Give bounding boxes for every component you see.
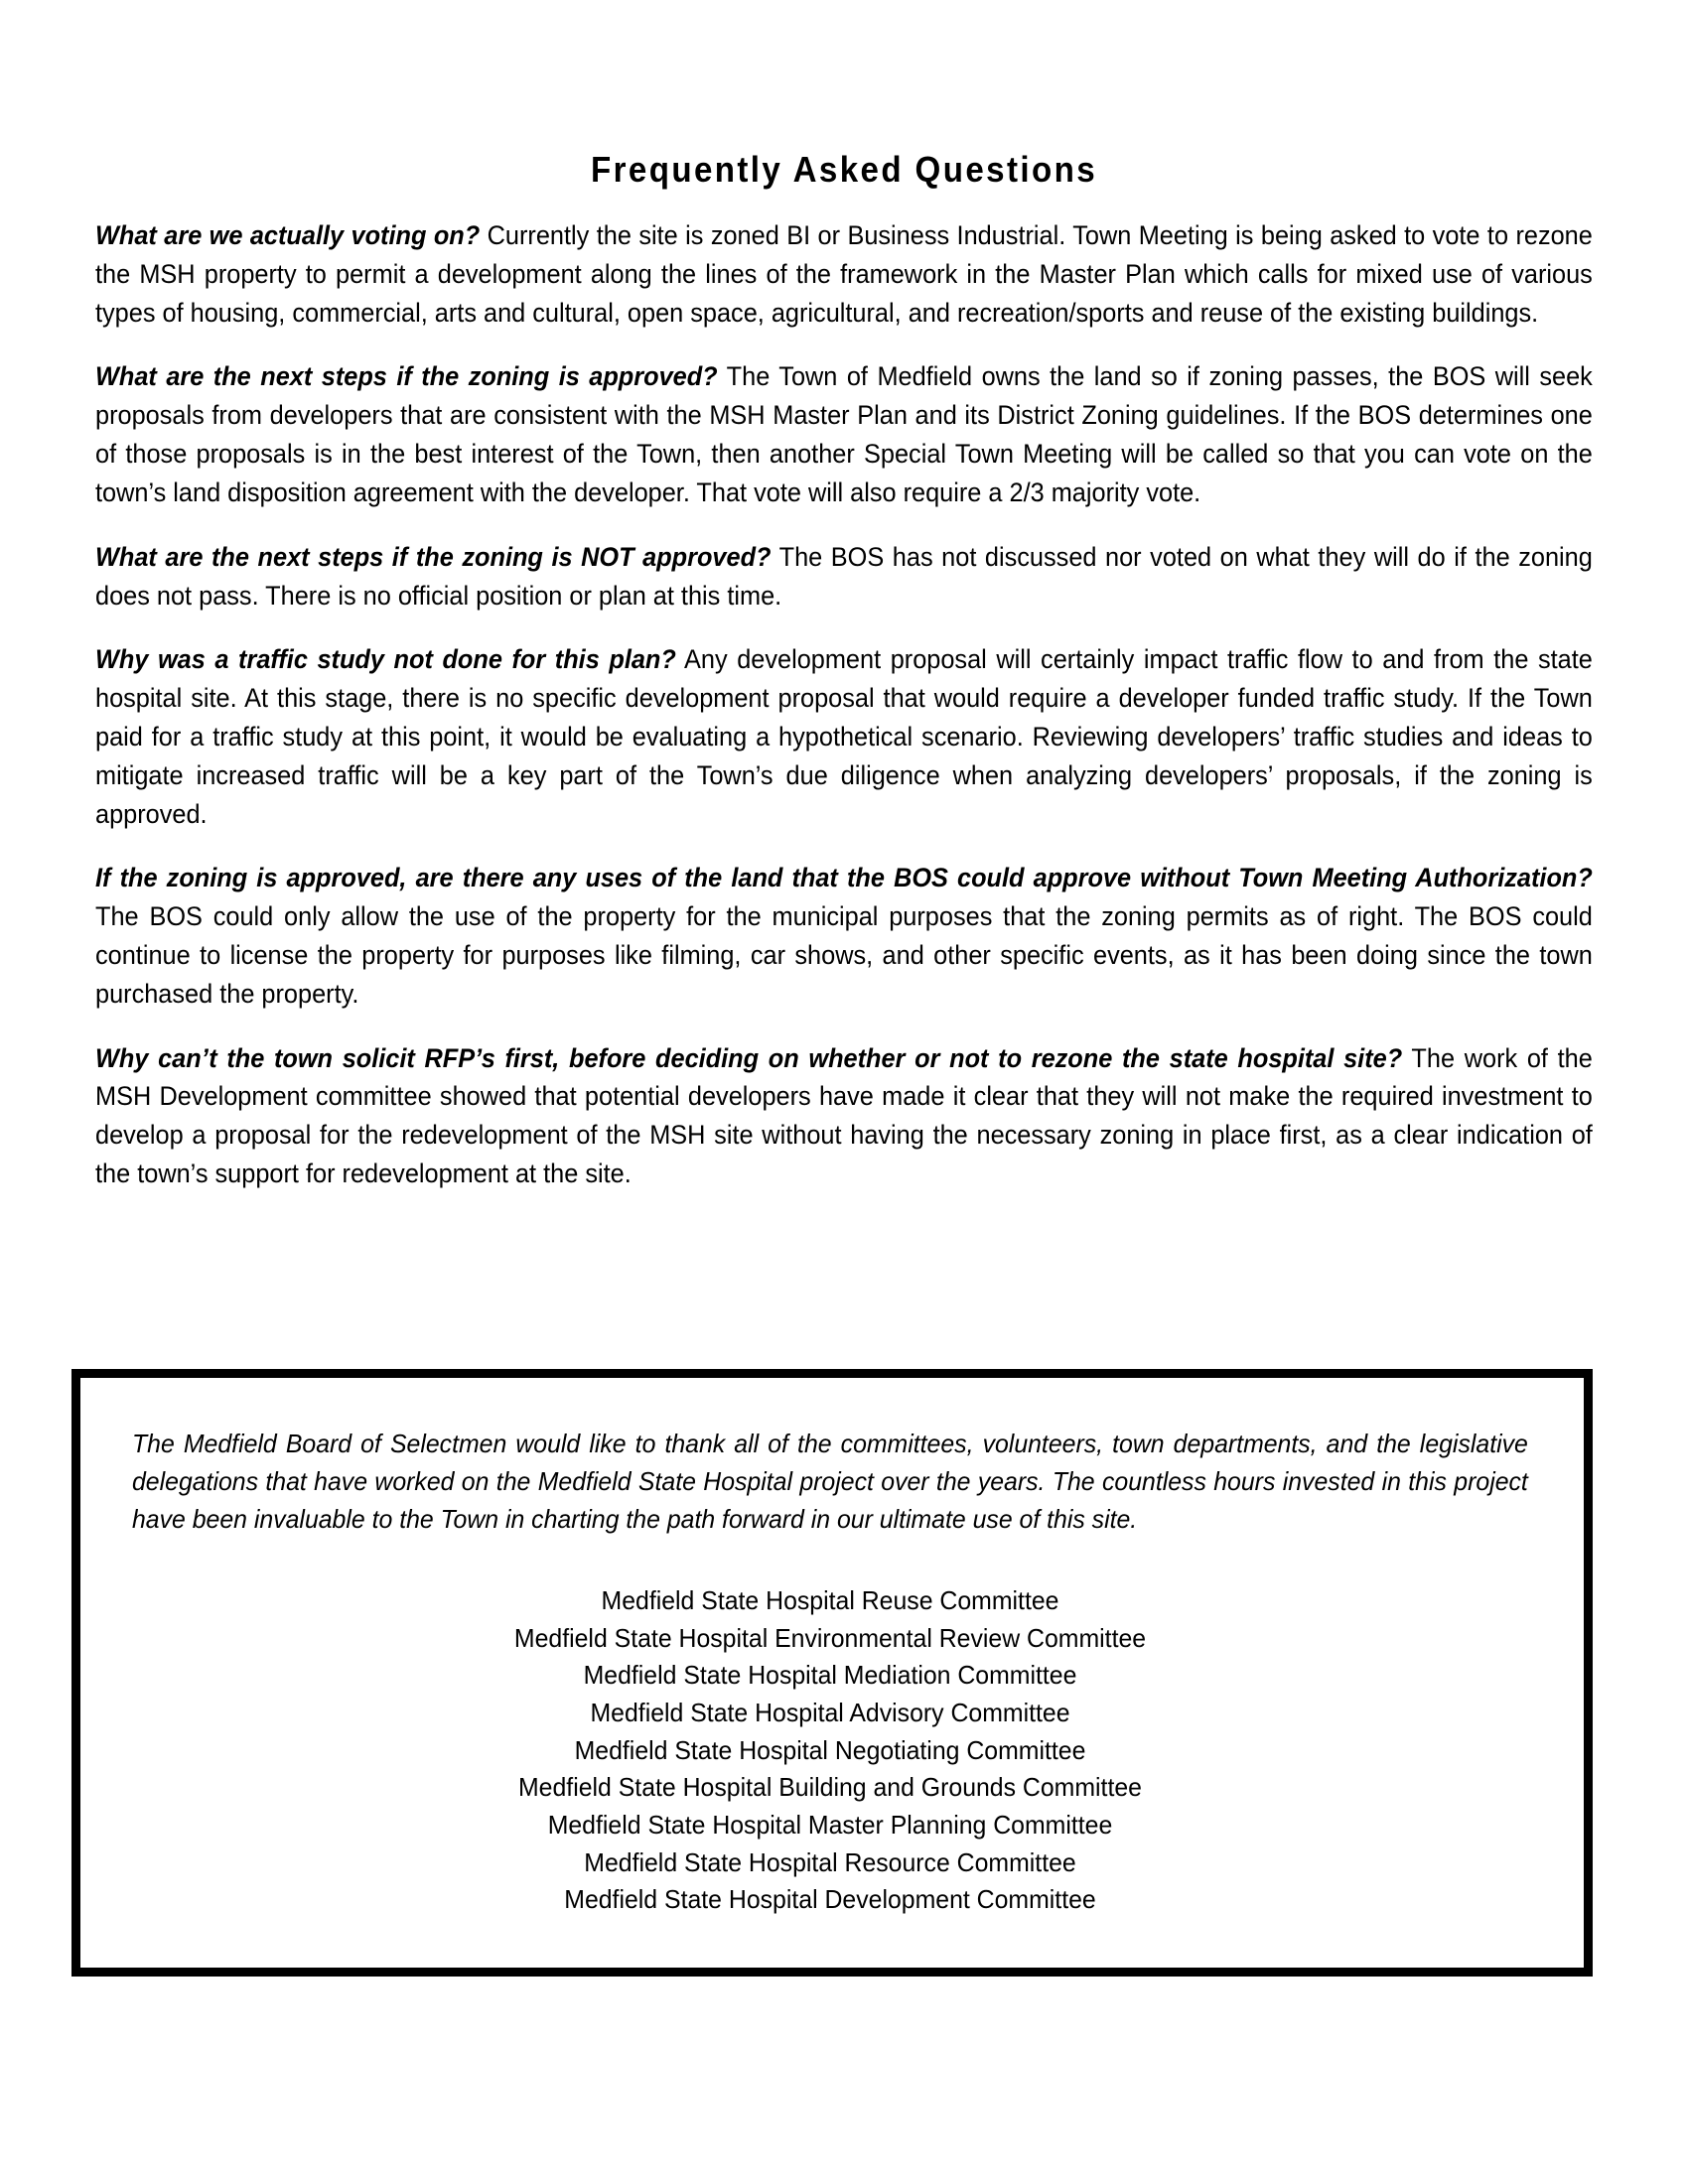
faq-answer: The BOS has not discussed nor voted on what they will do if the zoning does not pass. There is no official position or plan at this time. — [95, 541, 1593, 611]
faq-question: What are we actually voting on? — [95, 220, 481, 250]
faq-answer: The Town of Medfield owns the land so if zoning passes, the BOS will seek proposals from developers that are consistent with the MSH Master Plan and its District Zoning guidelines. If the BOS determines one of those proposals is in the best interest of the Town, then another Special Town Meeting will be called so that you can vote on the town’s land disposition agreement with the developer. That vote will also require a 2/3 majority vote. — [95, 361, 1593, 507]
acknowledgement-text: The Medfield Board of Selectmen would like to thank all of the committees, volunteers, town departments, and the legislative delegations that have worked on the Medfield State Hospital project over the years. The countless hours invested in this project have been invaluable to the Town in charting the path forward in our ultimate use of this site. — [132, 1429, 1528, 1534]
list-item: Medfield State Hospital Resource Committee — [584, 1846, 1076, 1877]
faq-item — [95, 640, 1593, 833]
acknowledgement-box — [71, 1369, 1593, 1977]
faq-item — [95, 216, 1593, 332]
faq-answer: Currently the site is zoned BI or Business Industrial. Town Meeting is being asked to vote to rezone the MSH property to permit a development along the lines of the framework in the Master Plan which calls for mixed use of various types of housing, commercial, arts and cultural, open space, agricultural, and recreation/sports and reuse of the existing buildings. — [95, 220, 1593, 328]
list-item: Medfield State Hospital Development Committee — [564, 1884, 1096, 1915]
acknowledgement-inner — [80, 1378, 1584, 1919]
faq-item — [95, 538, 1593, 615]
faq-question: Why was a traffic study not done for this plan? — [95, 644, 676, 675]
list-item: Medfield State Hospital Reuse Committee — [601, 1584, 1059, 1615]
faq-item — [95, 357, 1593, 511]
faq-answer: The work of the MSH Development committee showed that potential developers have made it clear that they will not make the required investment to develop a proposal for the redevelopment of the MSH site without having the necessary zoning in place first, as a clear indication of the town’s support for redevelopment at the site. — [95, 1042, 1593, 1189]
faq-question: What are the next steps if the zoning is NOT approved? — [95, 541, 772, 572]
faq-content — [95, 149, 1593, 1193]
list-item: Medfield State Hospital Master Planning Committee — [547, 1809, 1113, 1840]
list-item: Medfield State Hospital Environmental Review Committee — [513, 1622, 1147, 1653]
faq-question: What are the next steps if the zoning is approved? — [95, 361, 718, 392]
page-title: Frequently Asked Questions — [590, 149, 1098, 190]
list-item: Medfield State Hospital Mediation Committee — [583, 1660, 1077, 1691]
list-item: Medfield State Hospital Building and Grounds Committee — [517, 1772, 1142, 1803]
faq-question: If the zoning is approved, are there any uses of the land that the BOS could approve without Town Meeting Authorization? — [95, 863, 1593, 893]
faq-answer: The BOS could only allow the use of the property for the municipal purposes that the zoning permits as of right. The BOS could continue to license the property for purposes like filming, car shows, and other specific events, as it has been doing since the town purchased the property. — [95, 901, 1593, 1009]
list-item: Medfield State Hospital Negotiating Committee — [574, 1734, 1086, 1765]
faq-item — [95, 1039, 1593, 1193]
list-item: Medfield State Hospital Advisory Committee — [590, 1697, 1070, 1727]
committee-list — [132, 1582, 1528, 1919]
faq-item — [95, 859, 1593, 1013]
faq-question: Why can’t the town solicit RFP’s first, before deciding on whether or not to rezone the state hospital site? — [95, 1042, 1403, 1073]
faq-answer: Any development proposal will certainly impact traffic flow to and from the state hospital site. At this stage, there is no specific development proposal that would require a developer funded traffic study. If the Town paid for a traffic study at this point, it would be evaluating a hypothetical scenario. Reviewing developers’ traffic studies and ideas to mitigate increased traffic will be a key part of the Town’s due diligence when analyzing developers’ proposals, if the zoning is approved. — [95, 644, 1593, 829]
